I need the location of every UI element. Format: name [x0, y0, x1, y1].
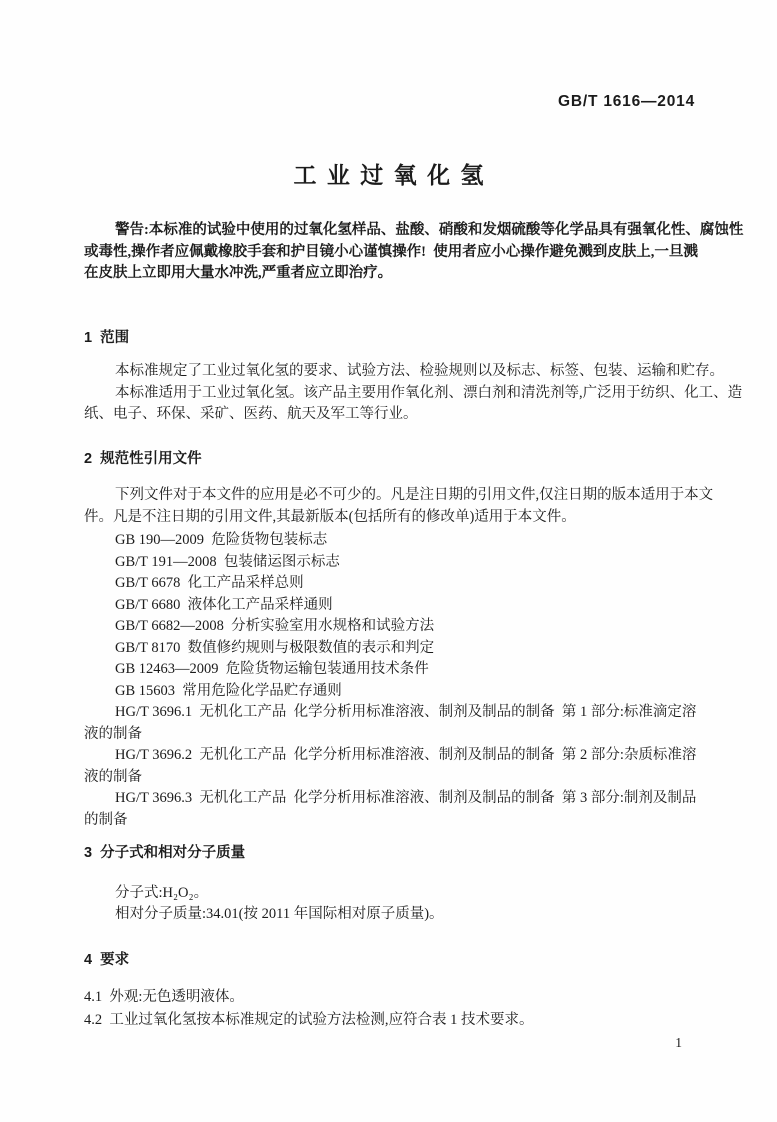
reference-item: GB/T 8170 数值修约规则与极限数值的表示和判定 [115, 639, 435, 656]
section-1-heading: 1 范围 [84, 329, 130, 346]
reference-item: HG/T 3696.3 无机化工产品 化学分析用标准溶液、制剂及制品的制备 第 3 部分:制剂及制品 [115, 790, 697, 806]
page-number: 1 [675, 1035, 682, 1050]
reference-item: GB 12463—2009 危险货物运输包装通用技术条件 [115, 661, 429, 677]
warning-paragraph [84, 220, 744, 285]
reference-item-wrap: 液的制备 [84, 725, 142, 742]
reference-item: GB/T 191—2008 包装储运图示标志 [115, 553, 340, 570]
section-2-intro [84, 485, 714, 528]
reference-item: HG/T 3696.2 无机化工产品 化学分析用标准溶液、制剂及制品的制备 第 2 部分:杂质标准溶 [115, 747, 697, 763]
reference-item: GB/T 6680 液体化工产品采样通则 [115, 596, 333, 613]
reference-item: GB/T 6682—2008 分析实验室用水规格和试验方法 [115, 618, 435, 634]
section-2-heading: 2 规范性引用文件 [84, 450, 202, 467]
body-line: 纸、电子、环保、采矿、医药、航天及军工等行业。 [84, 406, 418, 422]
section-4-item-41: 4.1 外观:无色透明液体。 [84, 989, 244, 1005]
body-line: 件。凡是不注日期的引用文件,其最新版本(包括所有的修改单)适用于本文件。 [84, 508, 576, 525]
document-title: 工 业 过 氧 化 氢 [293, 162, 486, 188]
molecular-mass-line: 相对分子质量:34.01(按 2011 年国际相对原子质量)。 [115, 906, 444, 922]
section-4-heading: 4 要求 [84, 951, 130, 968]
section-3-heading: 3 分子式和相对分子质量 [84, 845, 246, 861]
page-content [84, 0, 744, 1122]
body-line: 本标准规定了工业过氧化氢的要求、试验方法、检验规则以及标志、标签、包装、运输和贮存。 [115, 363, 724, 379]
normative-references-list [84, 530, 695, 831]
reference-item: GB 15603 常用危险化学品贮存通则 [115, 682, 342, 699]
reference-item: HG/T 3696.1 无机化工产品 化学分析用标准溶液、制剂及制品的制备 第 1 部分:标准滴定溶 [115, 704, 697, 720]
section-1-paragraph-1 [84, 361, 724, 383]
warning-line: 在皮肤上立即用大量水冲洗,严重者应立即治疗。 [84, 265, 393, 281]
section-1-paragraph-2 [84, 383, 743, 426]
standard-number: GB/T 1616—2014 [558, 93, 695, 110]
reference-item-wrap: 的制备 [84, 811, 128, 828]
body-line: 下列文件对于本文件的应用是必不可少的。凡是注日期的引用文件,仅注日期的版本适用于本文 [115, 487, 714, 503]
molecular-formula-line: 分子式:H₂O₂。 [115, 884, 209, 901]
body-line: 本标准适用于工业过氧化氢。该产品主要用作氧化剂、漂白剂和清洗剂等,广泛用于纺织、化工、造 [115, 384, 743, 401]
reference-item-wrap: 液的制备 [84, 768, 142, 785]
reference-item: GB/T 6678 化工产品采样总则 [115, 575, 304, 591]
section-3-body [84, 883, 695, 926]
warning-line: 或毒性,操作者应佩戴橡胶手套和护目镜小心谨慎操作! 使用者应小心操作避免溅到皮肤上,一旦溅 [84, 243, 698, 260]
warning-line: 警告:本标准的试验中使用的过氧化氢样品、盐酸、硝酸和发烟硫酸等化学品具有强氧化性、腐蚀性 [115, 222, 744, 238]
section-4-item-42: 4.2 工业过氧化氢按本标准规定的试验方法检测,应符合表 1 技术要求。 [84, 1011, 534, 1028]
reference-item: GB 190—2009 危险货物包装标志 [115, 532, 328, 548]
